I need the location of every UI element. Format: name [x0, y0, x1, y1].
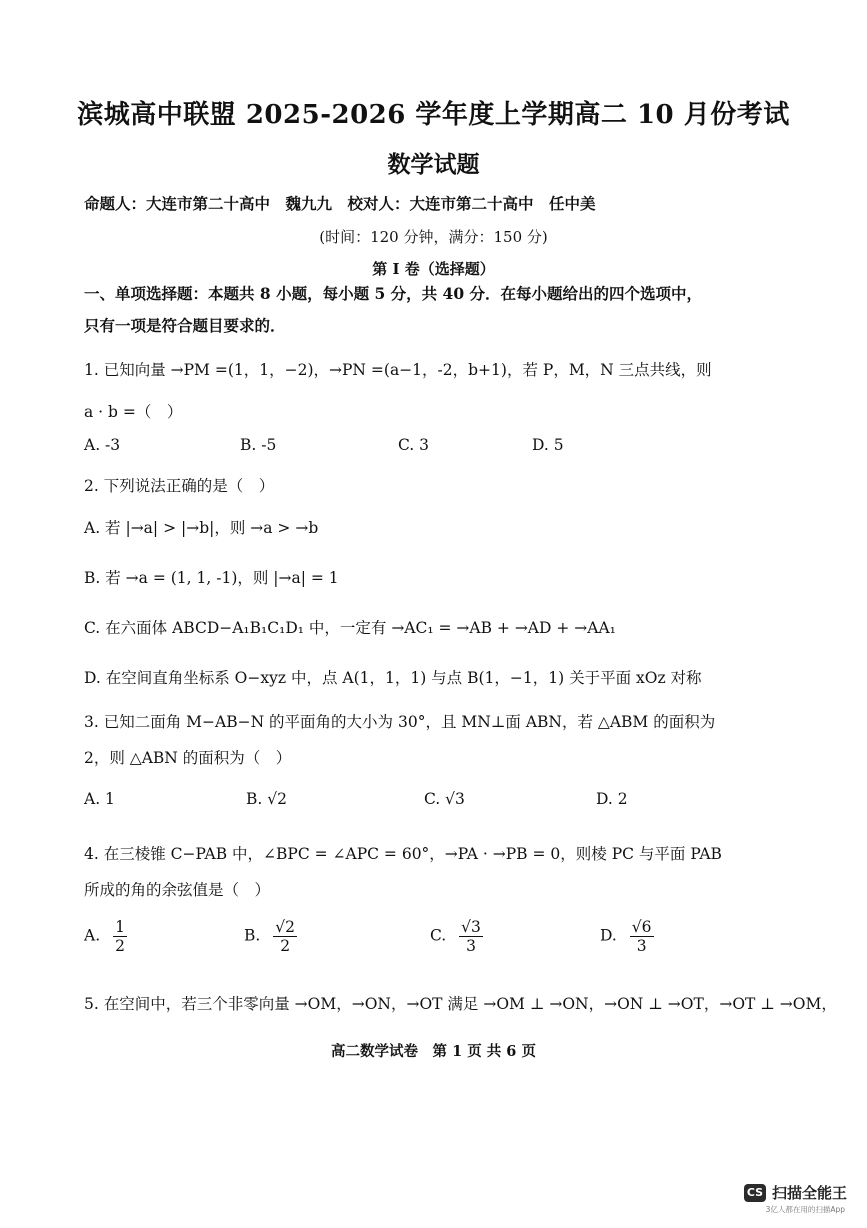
scanner-watermark	[744, 1182, 847, 1203]
question-4-stem-line-2: 所成的角的余弦值是（ ）	[84, 881, 271, 899]
authors-line: 命题人：大连市第二十高中 魏九九 校对人：大连市第二十高中 任中美	[84, 194, 596, 213]
question-2-option-c: C. 在六面体 ABCD−A₁B₁C₁D₁ 中，一定有 →AC₁ = →AB + →AD + →AA₁	[84, 619, 616, 637]
section-instruction-line-2: 只有一项是符合题目要求的．	[84, 316, 286, 335]
section-instruction-line-1: 一、单项选择题：本题共 8 小题，每小题 5 分，共 40 分．在每小题给出的四个选项中，	[84, 284, 703, 303]
fraction-numerator: 1	[115, 918, 125, 936]
question-4-option-b	[244, 918, 297, 955]
scanner-brand-name: 扫描全能王	[771, 1184, 847, 1202]
question-1-option-b: B. -5	[240, 436, 277, 454]
question-1-stem-line-1: 1. 已知向量 →PM =(1，1，−2)，→PN =(a−1，-2，b+1)，若 P，M，N 三点共线，则	[84, 361, 712, 379]
question-3-option-b: B. √2	[246, 790, 287, 808]
question-2-option-b: B. 若 →a = (1, 1, -1)，则 |→a| = 1	[84, 569, 339, 587]
option-letter: D.	[600, 926, 617, 945]
fraction	[459, 918, 483, 955]
question-1-option-a: A. -3	[84, 436, 121, 454]
question-4-option-d	[600, 918, 654, 955]
scanner-tagline: 3亿人都在用的扫描App	[765, 1205, 845, 1214]
question-4-option-c	[430, 918, 483, 955]
fraction-denominator: 2	[115, 937, 125, 955]
exam-subtitle: 数学试题	[387, 151, 480, 178]
option-letter: A.	[84, 926, 101, 945]
fraction-numerator: √6	[631, 918, 652, 936]
question-3-stem-line-2: 2，则 △ABN 的面积为（ ）	[84, 749, 292, 767]
question-3-option-a: A. 1	[84, 790, 115, 808]
fraction	[273, 918, 297, 955]
fraction-denominator: 3	[636, 937, 647, 955]
page-footer: 高二数学试卷 第 1 页 共 6 页	[331, 1043, 536, 1060]
time-info: (时间：120 分钟，满分：150 分)	[319, 228, 548, 246]
fraction	[630, 918, 654, 955]
question-1-stem-line-2: a · b =（ ）	[84, 403, 183, 421]
question-3-option-d: D. 2	[596, 790, 628, 808]
fraction-numerator: √2	[275, 918, 296, 936]
question-1-option-c: C. 3	[398, 436, 430, 454]
question-2-option-d: D. 在空间直角坐标系 O−xyz 中，点 A(1，1，1) 与点 B(1，−1，1) 关于平面 xOz 对称	[84, 669, 702, 687]
option-letter: B.	[244, 926, 261, 945]
question-4-stem-line-1: 4. 在三棱锥 C−PAB 中，∠BPC = ∠APC = 60°，→PA · →PB = 0，则棱 PC 与平面 PAB	[84, 845, 722, 863]
question-5-stem-line-1: 5. 在空间中，若三个非零向量 →OM，→ON，→OT 满足 →OM ⊥ →ON，→ON ⊥ →OT，→OT ⊥ →OM，	[84, 995, 837, 1013]
question-1-option-d: D. 5	[532, 436, 564, 454]
section-title: 第 I 卷（选择题）	[372, 260, 495, 278]
question-3-option-c: C. √3	[424, 790, 465, 808]
question-2-stem: 2. 下列说法正确的是（ ）	[84, 477, 275, 495]
option-letter: C.	[430, 926, 447, 945]
fraction-numerator: √3	[461, 918, 481, 936]
question-2-option-a: A. 若 |→a| > |→b|，则 →a > →b	[84, 519, 319, 537]
fraction-denominator: 3	[466, 937, 476, 955]
question-4-option-a	[84, 918, 127, 955]
fraction-denominator: 2	[280, 937, 291, 955]
question-3-stem-line-1: 3. 已知二面角 M−AB−N 的平面角的大小为 30°，且 MN⊥面 ABN，若 △ABM 的面积为	[84, 713, 716, 731]
scanner-logo-icon: CS	[744, 1184, 766, 1202]
fraction	[113, 918, 127, 955]
exam-title: 滨城高中联盟 2025-2026 学年度上学期高二 10 月份考试	[77, 100, 790, 130]
